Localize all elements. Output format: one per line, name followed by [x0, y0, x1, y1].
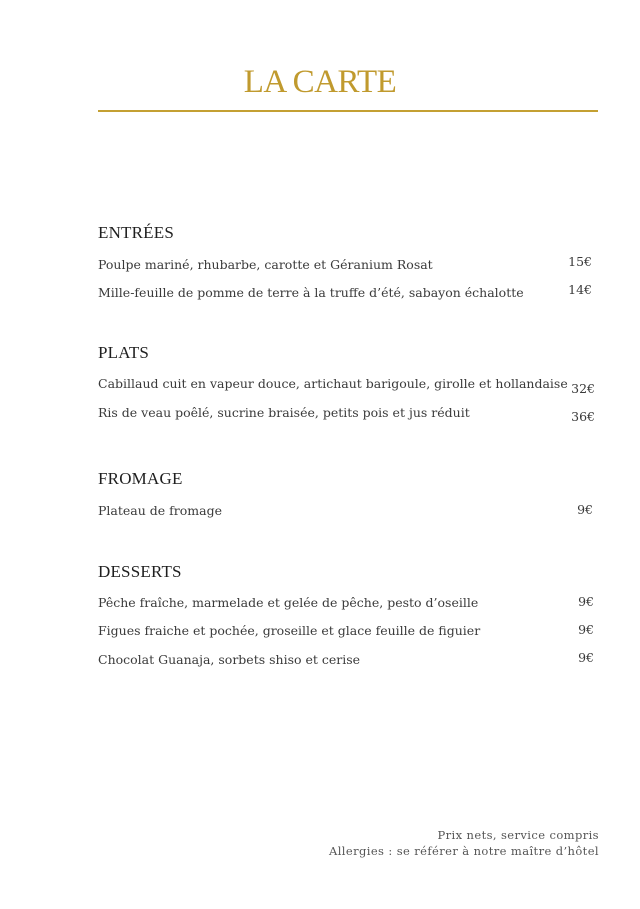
section-title-plats: PLATS	[98, 343, 150, 362]
section-title-desserts: DESSERTS	[98, 562, 182, 581]
footer-allergies-note: Allergies : se référer à notre maître d’hôtel	[329, 844, 599, 858]
menu-item-price: 32€	[571, 381, 595, 396]
menu-item-price: 14€	[568, 282, 592, 297]
menu-item: Plateau de fromage	[98, 503, 222, 518]
menu-item: Pêche fraîche, marmelade et gelée de pêche, pesto d’oseille	[98, 595, 479, 610]
page-title: LA CARTE	[243, 64, 397, 100]
menu-item-price: 9€	[578, 594, 594, 609]
menu-item-price: 36€	[571, 409, 595, 424]
menu-item: Figues fraiche et pochée, groseille et glace feuille de figuier	[98, 623, 481, 638]
section-title-entrees: ENTRÉES	[98, 223, 175, 242]
menu-item: Mille-feuille de pomme de terre à la truffe d’été, sabayon échalotte	[98, 285, 524, 300]
menu-item: Chocolat Guanaja, sorbets shiso et cerise	[98, 652, 361, 667]
menu-item: Ris de veau poêlé, sucrine braisée, petits pois et jus réduit	[98, 405, 470, 420]
menu-item-price: 9€	[577, 502, 593, 517]
menu-item-price: 9€	[578, 650, 594, 665]
section-title-fromage: FROMAGE	[98, 469, 183, 488]
title-divider	[98, 110, 598, 112]
menu-item: Cabillaud cuit en vapeur douce, artichaut barigoule, girolle et hollandaise	[98, 376, 568, 391]
menu-item-price: 9€	[578, 622, 594, 637]
footer-prices-note: Prix nets, service compris	[437, 828, 599, 842]
menu-item: Poulpe mariné, rhubarbe, carotte et Géranium Rosat	[98, 257, 433, 272]
menu-item-price: 15€	[568, 254, 592, 269]
